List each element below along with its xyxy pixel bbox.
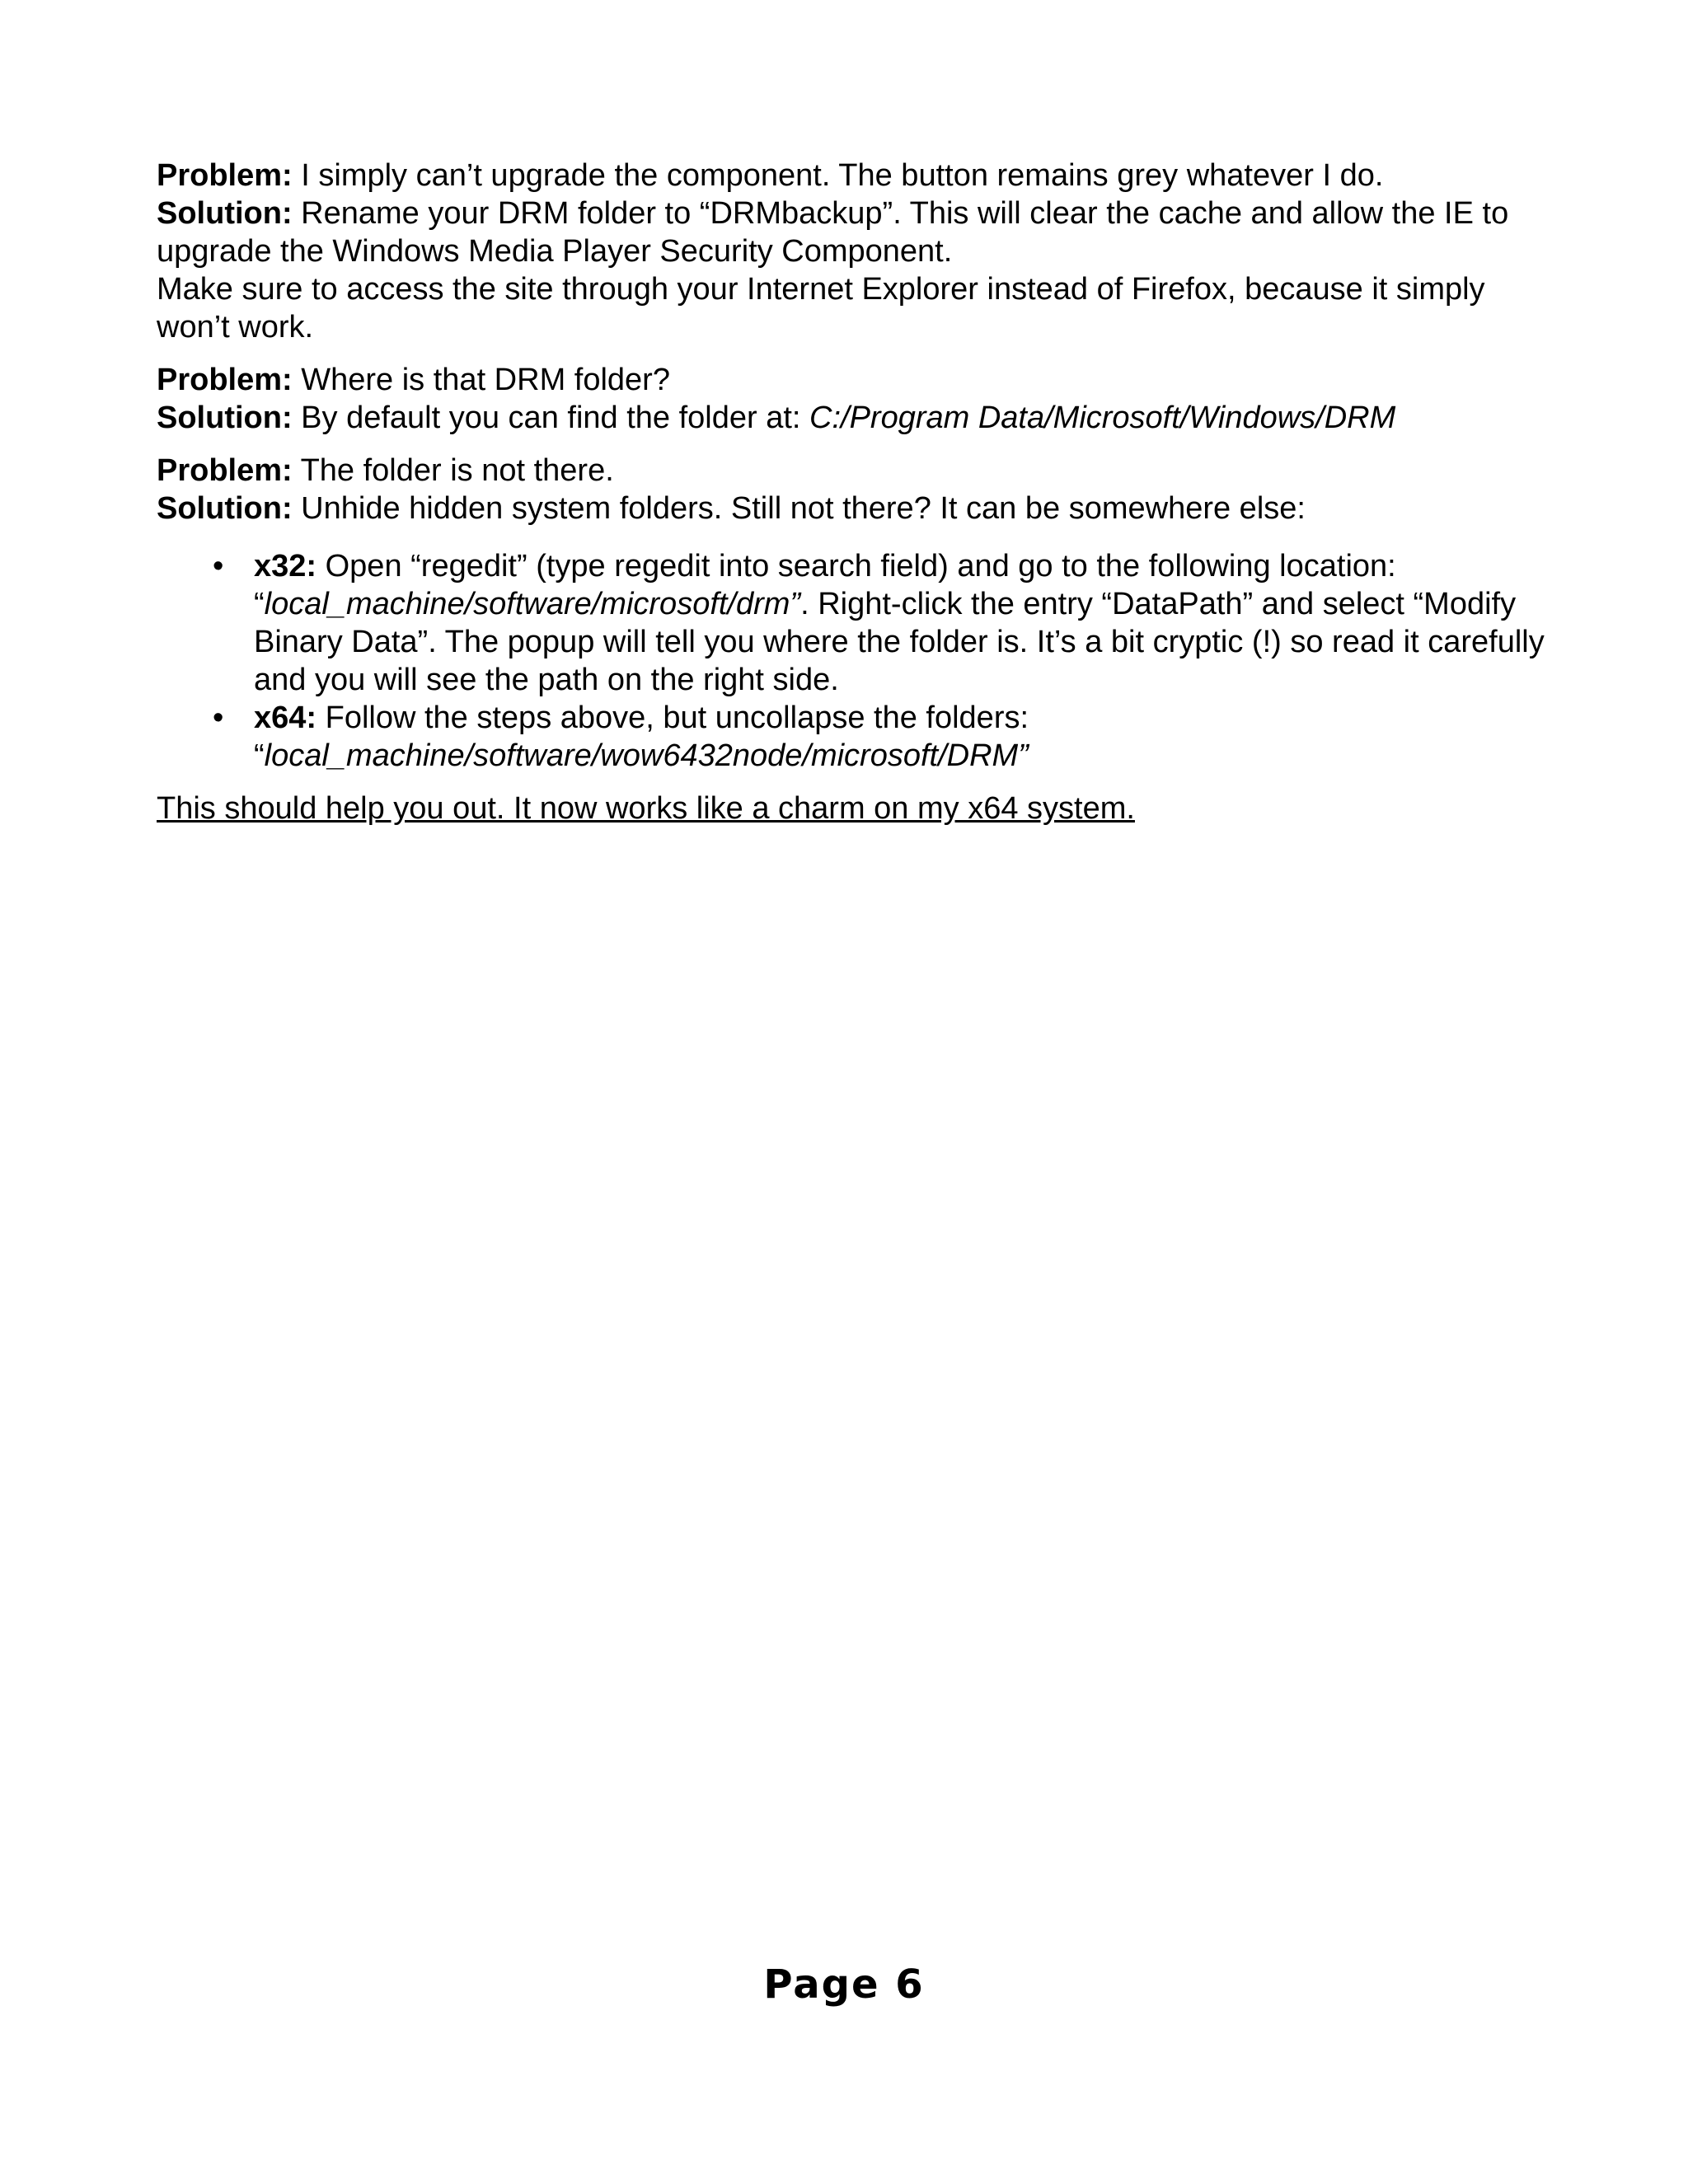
solution-text: Unhide hidden system folders. Still not there? It can be somewhere else: [292,491,1306,526]
problem-label: Problem: [157,453,293,488]
solution-text: Rename your DRM folder to “DRMbackup”. This will clear the cache and allow the IE to upgrade the Windows Media Player Security Component. [157,196,1509,269]
problem-2 [157,361,1558,399]
solution-2 [157,399,1558,437]
step-text-continued: . Right-click the entry “DataPath” and select “Modify Binary Data”. The popup will tell you where the folder is. It’s a bit cryptic (!) so read it carefully and you will see the path on the right side. [254,587,1545,697]
architecture-steps-list [157,547,1558,775]
drm-default-path: C:/Program Data/Microsoft/Windows/DRM [809,401,1396,435]
solution-text: By default you can find the folder at: [292,401,810,435]
problem-text: I simply can’t upgrade the component. The button remains grey whatever I do. [292,158,1384,193]
registry-path: local_machine/software/microsoft/drm” [264,587,801,621]
solution-label: Solution: [157,401,293,435]
solution-3 [157,490,1558,527]
document-body [157,157,1558,827]
solution-1 [157,194,1558,270]
registry-path: local_machine/software/wow6432node/microsoft/DRM” [264,738,1029,773]
problem-3 [157,452,1558,490]
problem-1 [157,157,1558,194]
step-label: x32: [254,549,317,583]
solution-label: Solution: [157,196,293,231]
page-number: Page 6 [763,1961,925,2008]
list-item-x32 [213,547,1558,699]
step-text: Open “regedit” (type regedit into search field) and go to the following location: “ [254,549,1396,621]
solution-1-note: Make sure to access the site through your Internet Explorer instead of Firefox, because it simply won’t work. [157,272,1485,344]
problem-text: Where is that DRM folder? [292,363,670,397]
closing-note: This should help you out. It now works like a charm on my x64 system. [157,791,1135,826]
step-label: x64: [254,701,317,735]
bullet-icon: • [213,549,224,583]
step-text: Follow the steps above, but uncollapse the folders: “ [254,701,1029,773]
bullet-icon: • [213,701,224,735]
problem-text: The folder is not there. [292,453,614,488]
solution-label: Solution: [157,491,293,526]
problem-label: Problem: [157,158,293,193]
list-item-x64 [213,699,1558,775]
problem-label: Problem: [157,363,293,397]
